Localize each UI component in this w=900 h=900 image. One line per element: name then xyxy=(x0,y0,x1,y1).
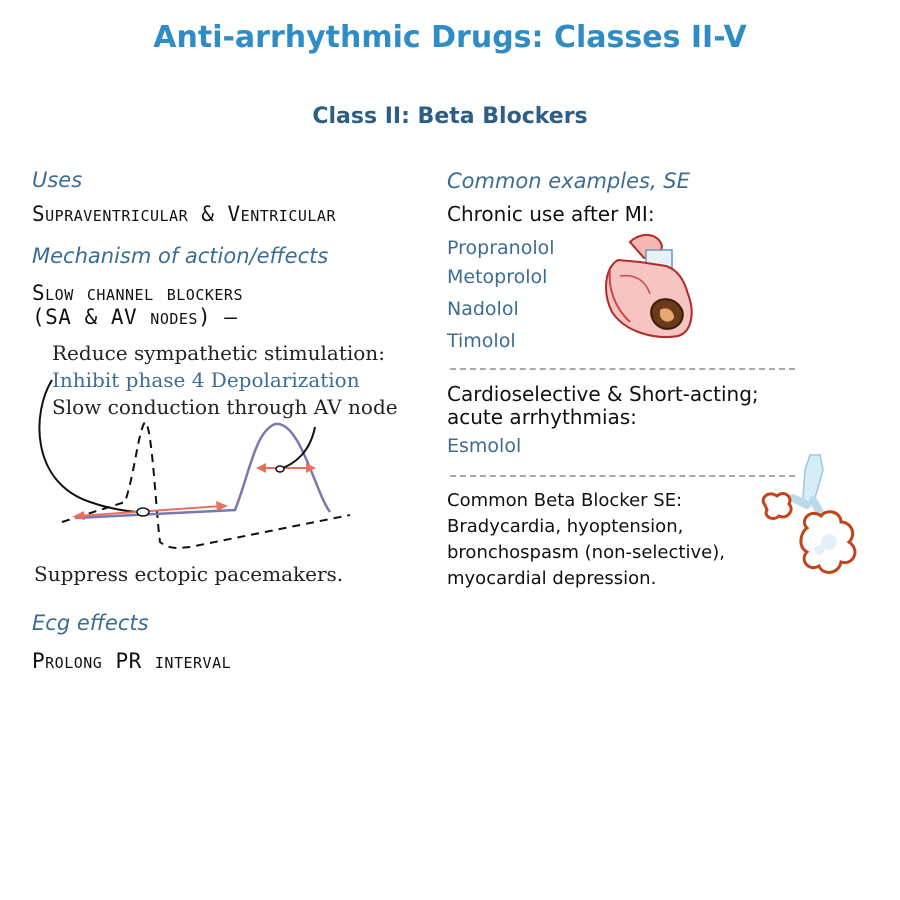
se-line-2: Bradycardia, hyoptension, xyxy=(447,516,684,537)
drug-propranolol: Propranolol xyxy=(447,237,555,259)
drug-esmolol: Esmolol xyxy=(447,435,522,457)
ecg-heading: Ecg effects xyxy=(32,611,149,635)
uses-heading: Uses xyxy=(32,168,83,192)
divider-2 xyxy=(450,475,795,477)
uses-text: Supraventricular & Ventricular xyxy=(32,202,336,226)
heart-icon xyxy=(600,232,700,344)
chronic-label: Chronic use after MI: xyxy=(447,202,655,226)
se-line-4: myocardial depression. xyxy=(447,568,657,589)
cardio-label-line2: acute arrhythmias: xyxy=(447,405,637,429)
divider-1 xyxy=(450,368,795,370)
moa-line-1: Slow channel blockers xyxy=(32,281,243,305)
cardio-label-line1: Cardioselective & Short-acting; xyxy=(447,382,759,406)
ecg-text: Prolong PR interval xyxy=(32,649,232,673)
moa-effect-3: Slow conduction through AV node xyxy=(52,395,398,419)
dashed-action-potential xyxy=(62,422,350,548)
lungs-icon xyxy=(755,450,870,590)
moa-heading: Mechanism of action/effects xyxy=(32,244,329,268)
moa-effect-1: Reduce sympathetic stimulation: xyxy=(52,341,385,365)
drug-metoprolol: Metoprolol xyxy=(447,266,548,288)
moa-effect-2: Inhibit phase 4 Depolarization xyxy=(52,368,360,392)
marker-left xyxy=(137,508,149,516)
marker-right xyxy=(276,466,284,472)
se-line-3: bronchospasm (non-selective), xyxy=(447,542,725,563)
drug-nadolol: Nadolol xyxy=(447,298,519,320)
leader-curve-right xyxy=(280,427,315,469)
slowed-action-potential xyxy=(75,424,330,518)
section-subtitle: Class II: Beta Blockers xyxy=(312,104,588,129)
page-title: Anti-arrhythmic Drugs: Classes II-V xyxy=(153,20,747,55)
se-line-1: Common Beta Blocker SE: xyxy=(447,490,683,511)
moa-line-2: (SA & AV nodes) — xyxy=(32,305,238,329)
drug-timolol: Timolol xyxy=(447,330,516,352)
examples-heading: Common examples, SE xyxy=(447,169,690,193)
action-potential-diagram xyxy=(30,372,430,562)
suppress-text: Suppress ectopic pacemakers. xyxy=(34,562,344,586)
leader-curve-left xyxy=(39,380,142,512)
